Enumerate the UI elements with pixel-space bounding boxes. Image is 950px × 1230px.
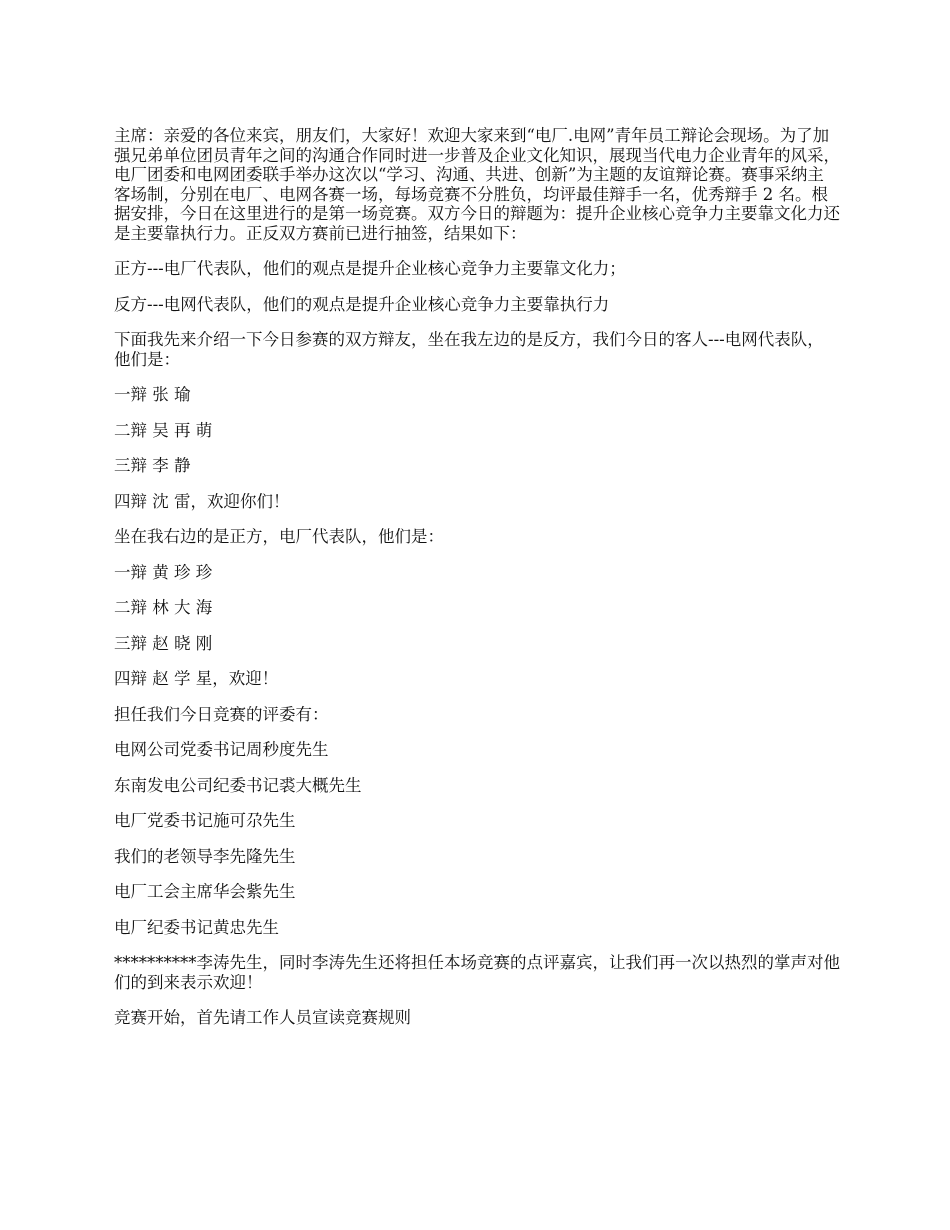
judge-2: 东南发电公司纪委书记裘大概先生 bbox=[114, 775, 362, 795]
negative-side-line: 反方---电网代表队，他们的观点是提升企业核心竞争力主要靠执行力 bbox=[114, 294, 610, 314]
negative-debater-2: 二辩 吴 再 萌 bbox=[114, 420, 213, 440]
judge-1: 电网公司党委书记周秒度先生 bbox=[114, 740, 329, 759]
negative-debater-3: 三辩 李 静 bbox=[114, 456, 191, 475]
document-body bbox=[114, 126, 840, 1044]
affirmative-intro-line: 坐在我右边的是正方，电厂代表队，他们是： bbox=[114, 527, 444, 546]
intro-paragraph: 主席：亲爱的各位来宾，朋友们，大家好！欢迎大家来到“电厂.电网”青年员工辩论会现场。为了加强兄弟单位团员青年之间的沟通合作同时进一步普及企业文化知识，展现当代电力企业青年的风采，电厂团委和电网团委联手举办这次以“学习、沟通、共进、创新”为主题的友谊辩论赛。赛事采纳主客场制，分别在电厂、电网各赛一场，每场竞赛不分胜负，均评最佳辩手一名，优秀辩手 2 名。根据安排，今日在这里进行的是第一场竞赛。双方今日的辩题为：提升企业核心竞争力主要靠文化力还是主要靠执行力。正反双方赛前已进行抽签，结果如下： bbox=[114, 126, 840, 243]
judges-intro-line: 担任我们今日竞赛的评委有： bbox=[114, 704, 329, 724]
negative-debater-4: 四辩 沈 雷，欢迎你们！ bbox=[114, 491, 290, 511]
negative-debater-1: 一辩 张 瑜 bbox=[114, 385, 191, 404]
affirmative-side-line: 正方---电厂代表队，他们的观点是提升企业核心竞争力主要靠文化力； bbox=[114, 259, 626, 278]
affirmative-debater-2: 二辩 林 大 海 bbox=[114, 598, 213, 617]
affirmative-debater-1: 一辩 黄 珍 珍 bbox=[114, 562, 213, 582]
affirmative-debater-3: 三辩 赵 晓 刚 bbox=[114, 633, 213, 653]
judge-4: 我们的老领导李先隆先生 bbox=[114, 846, 296, 866]
judge-3: 电厂党委书记施可尕先生 bbox=[114, 811, 296, 830]
introduce-debaters-paragraph: 下面我先来介绍一下今日参赛的双方辩友，坐在我左边的是反方，我们今日的客人---电网代表队，他们是： bbox=[114, 330, 824, 369]
affirmative-debater-4: 四辩 赵 学 星，欢迎！ bbox=[114, 669, 279, 688]
judge-6: 电厂纪委书记黄忠先生 bbox=[114, 917, 279, 937]
guest-commentator-paragraph: **********李涛先生，同时李涛先生还将担任本场竞赛的点评嘉宾，让我们再一次以热烈的掌声对他们的到来表示欢迎！ bbox=[114, 953, 840, 992]
competition-start-line: 竞赛开始，首先请工作人员宣读竞赛规则 bbox=[114, 1008, 411, 1027]
judge-5: 电厂工会主席华会紫先生 bbox=[114, 882, 296, 901]
